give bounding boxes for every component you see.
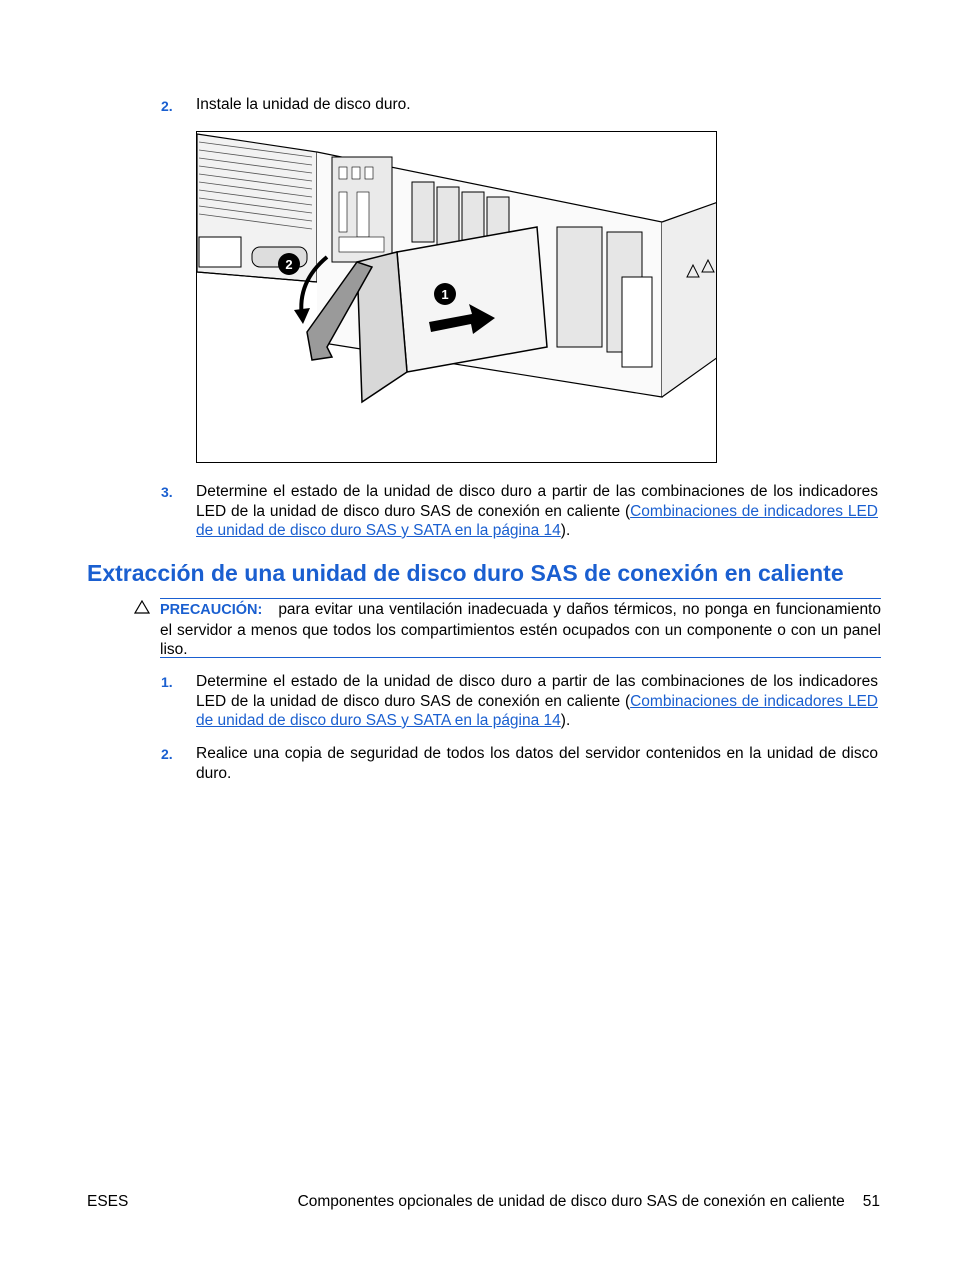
step-text (196, 672, 878, 731)
footer-locale: ESES (87, 1193, 129, 1210)
callout-1: 1 (441, 287, 449, 302)
step-number: 1. (161, 674, 173, 690)
step-text-before: Determine el estado de la unidad de disco duro a partir de las combinaciones de los indicadores LED de la unidad de disco duro SAS de conexión en caliente ( (196, 673, 878, 710)
caution-triangle-icon (134, 600, 150, 614)
server-illustration (197, 132, 717, 463)
step-text-after: ). (560, 712, 571, 729)
step-text: Instale la unidad de disco duro. (196, 96, 411, 113)
led-combinations-link[interactable]: Combinaciones de indicadores LED de unidad de disco duro SAS y SATA en la página 14 (196, 502, 878, 539)
step-number: 2. (161, 98, 173, 114)
footer-chapter (298, 1193, 880, 1211)
caution-text: para evitar una ventilación inadecuada y daños térmicos, no ponga en funcionamiento el servidor a menos que todos los compartimientos estén ocupados con un componente o con un panel liso. (160, 601, 881, 658)
step-text-after: ). (560, 522, 571, 539)
step-number: 2. (161, 746, 173, 762)
caution-rule-bottom (160, 657, 881, 658)
step-number: 3. (161, 484, 173, 500)
step-text-before: Determine el estado de la unidad de disco duro a partir de las combinaciones de los indicadores LED de la unidad de disco duro SAS de conexión en caliente ( (196, 483, 878, 520)
section-heading: Extracción de una unidad de disco duro SAS de conexión en caliente (87, 560, 844, 586)
footer-chapter-title: Componentes opcionales de unidad de disco duro SAS de conexión en caliente (297, 1193, 845, 1210)
page-number: 51 (862, 1193, 880, 1210)
caution-text-block (160, 600, 881, 660)
led-combinations-link[interactable]: Combinaciones de indicadores LED de unidad de disco duro SAS y SATA en la página 14 (196, 692, 878, 729)
caution-rule-top (160, 598, 881, 599)
hard-drive-installation-figure (196, 131, 717, 463)
callout-2: 2 (285, 257, 293, 272)
caution-label: PRECAUCIÓN: (160, 602, 263, 618)
step-text (196, 482, 878, 541)
step-text: Realice una copia de seguridad de todos los datos del servidor contenidos en la unidad de disco duro. (196, 745, 878, 782)
